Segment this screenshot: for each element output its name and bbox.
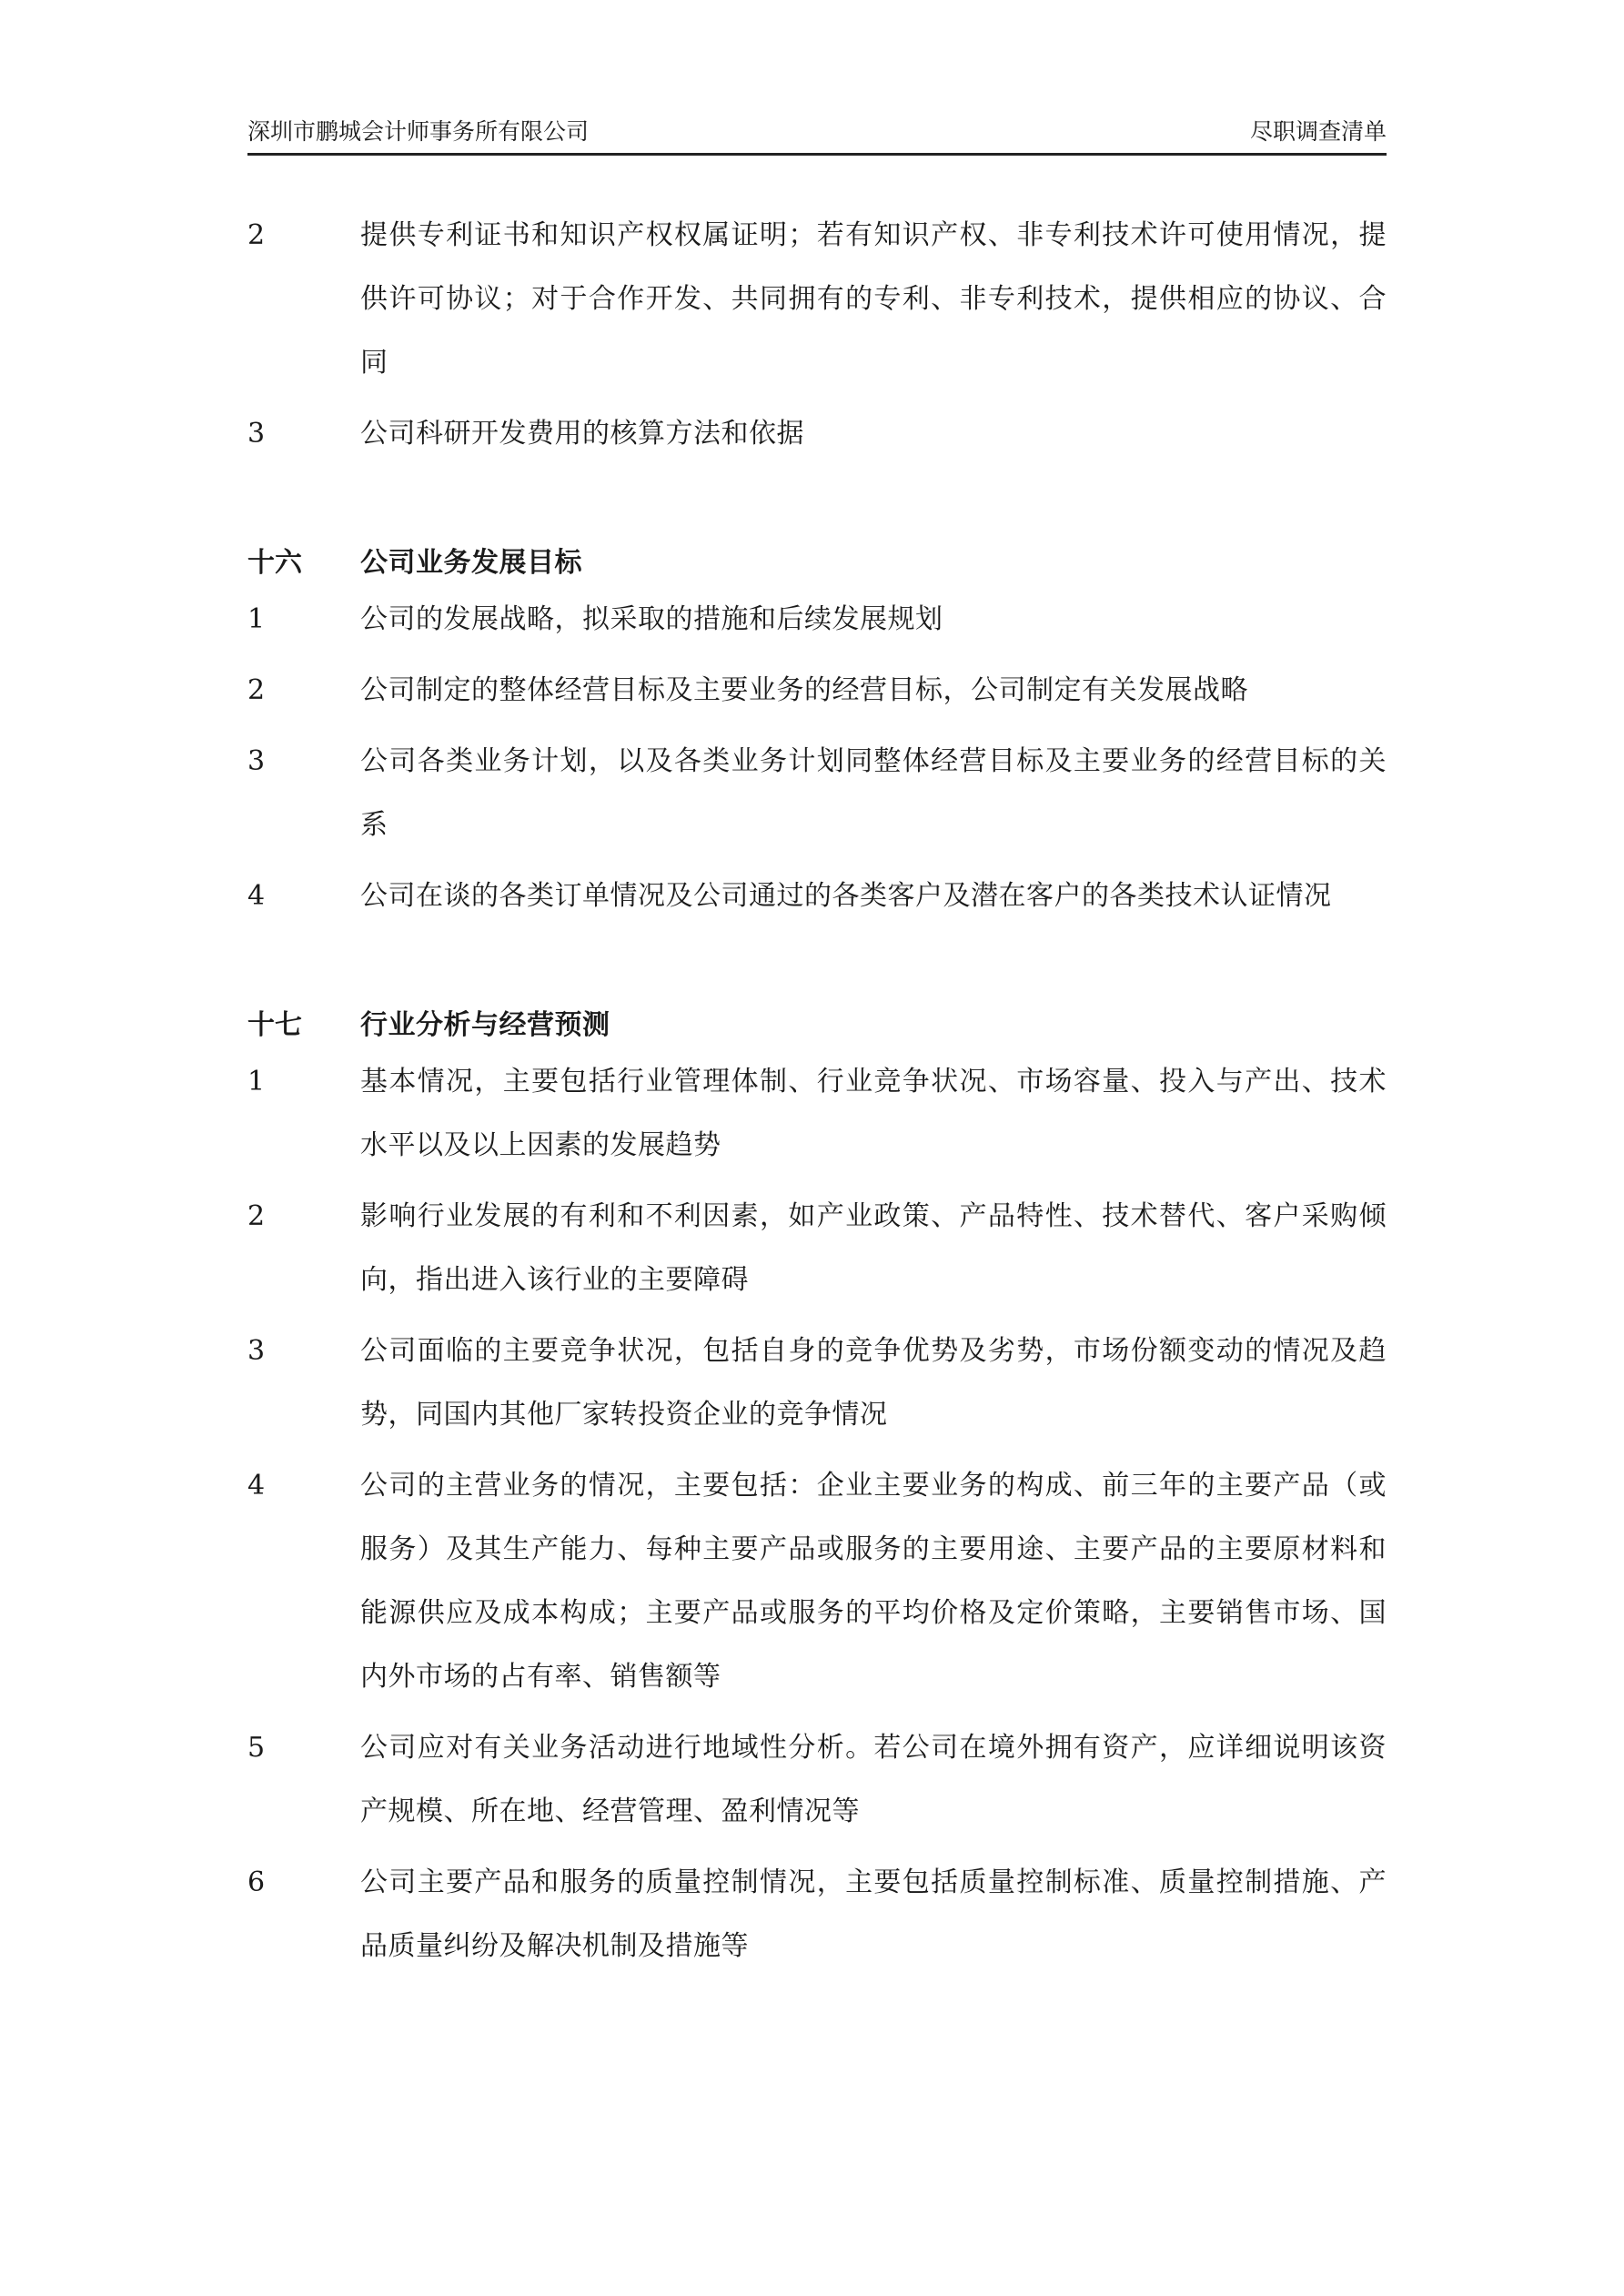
list-item bbox=[247, 1054, 1387, 1181]
item-number: 3 bbox=[247, 745, 266, 777]
item-number: 4 bbox=[247, 880, 266, 912]
item-number: 1 bbox=[247, 603, 266, 635]
item-text: 基本情况，主要包括行业管理体制、行业竞争状况、市场容量、投入与产出、技术水平以及以上因素的发展趋势 bbox=[360, 1066, 1387, 1161]
item-text: 提供专利证书和知识产权权属证明；若有知识产权、非专利技术许可使用情况，提供许可协议；对于合作开发、共同拥有的专利、非专利技术，提供相应的协议、合同 bbox=[360, 219, 1387, 379]
list-item bbox=[247, 1458, 1387, 1713]
item-text: 公司各类业务计划，以及各类业务计划同整体经营目标及主要业务的经营目标的关系 bbox=[360, 745, 1387, 841]
section-number: 十六 bbox=[247, 547, 302, 579]
item-number: 3 bbox=[247, 1335, 266, 1367]
list-item bbox=[247, 1720, 1387, 1847]
list-item bbox=[247, 1188, 1387, 1316]
section-heading bbox=[247, 535, 1387, 592]
item-text: 公司科研开发费用的核算方法和依据 bbox=[360, 418, 804, 450]
list-item bbox=[247, 406, 1387, 470]
list-item bbox=[247, 663, 1387, 726]
list-item bbox=[247, 207, 1387, 399]
list-item bbox=[247, 1323, 1387, 1451]
item-text: 公司主要产品和服务的质量控制情况，主要包括质量控制标准、质量控制措施、产品质量纠纷及解决机制及措施等 bbox=[360, 1866, 1387, 1962]
section-17 bbox=[247, 997, 1387, 1982]
item-text: 公司的主营业务的情况，主要包括：企业主要业务的构成、前三年的主要产品（或服务）及其生产能力、每种主要产品或服务的主要用途、主要产品的主要原材料和能源供应及成本构成；主要产品或服务的平均价格及定价策略，主要销售市场、国内外市场的占有率、销售额等 bbox=[360, 1470, 1387, 1693]
item-number: 6 bbox=[247, 1866, 266, 1898]
item-text: 公司面临的主要竞争状况，包括自身的竞争优势及劣势，市场份额变动的情况及趋势，同国内其他厂家转投资企业的竞争情况 bbox=[360, 1335, 1387, 1431]
section-number: 十七 bbox=[247, 1009, 302, 1041]
list-item bbox=[247, 733, 1387, 861]
section-continued bbox=[247, 207, 1387, 470]
item-number: 4 bbox=[247, 1470, 266, 1502]
header-company-name: 深圳市鹏城会计师事务所有限公司 bbox=[247, 118, 590, 145]
section-16 bbox=[247, 535, 1387, 932]
page-header bbox=[247, 113, 1387, 156]
item-number: 5 bbox=[247, 1732, 266, 1764]
item-text: 公司在谈的各类订单情况及公司通过的各类客户及潜在客户的各类技术认证情况 bbox=[360, 880, 1332, 912]
header-document-title: 尽职调查清单 bbox=[1249, 118, 1387, 145]
item-number: 3 bbox=[247, 418, 266, 450]
item-text: 公司应对有关业务活动进行地域性分析。若公司在境外拥有资产，应详细说明该资产规模、所在地、经营管理、盈利情况等 bbox=[360, 1732, 1387, 1827]
section-title: 行业分析与经营预测 bbox=[360, 1009, 610, 1041]
item-number: 2 bbox=[247, 1200, 266, 1232]
item-text: 公司制定的整体经营目标及主要业务的经营目标，公司制定有关发展战略 bbox=[360, 674, 1248, 706]
document-body bbox=[247, 207, 1387, 1989]
item-text: 影响行业发展的有利和不利因素，如产业政策、产品特性、技术替代、客户采购倾向，指出进入该行业的主要障碍 bbox=[360, 1200, 1387, 1296]
item-number: 1 bbox=[247, 1066, 266, 1097]
item-text: 公司的发展战略，拟采取的措施和后续发展规划 bbox=[360, 603, 943, 635]
section-heading bbox=[247, 997, 1387, 1054]
list-item bbox=[247, 592, 1387, 655]
list-item bbox=[247, 868, 1387, 932]
section-title: 公司业务发展目标 bbox=[360, 547, 582, 579]
list-item bbox=[247, 1855, 1387, 1982]
item-number: 2 bbox=[247, 674, 266, 706]
item-number: 2 bbox=[247, 219, 266, 251]
